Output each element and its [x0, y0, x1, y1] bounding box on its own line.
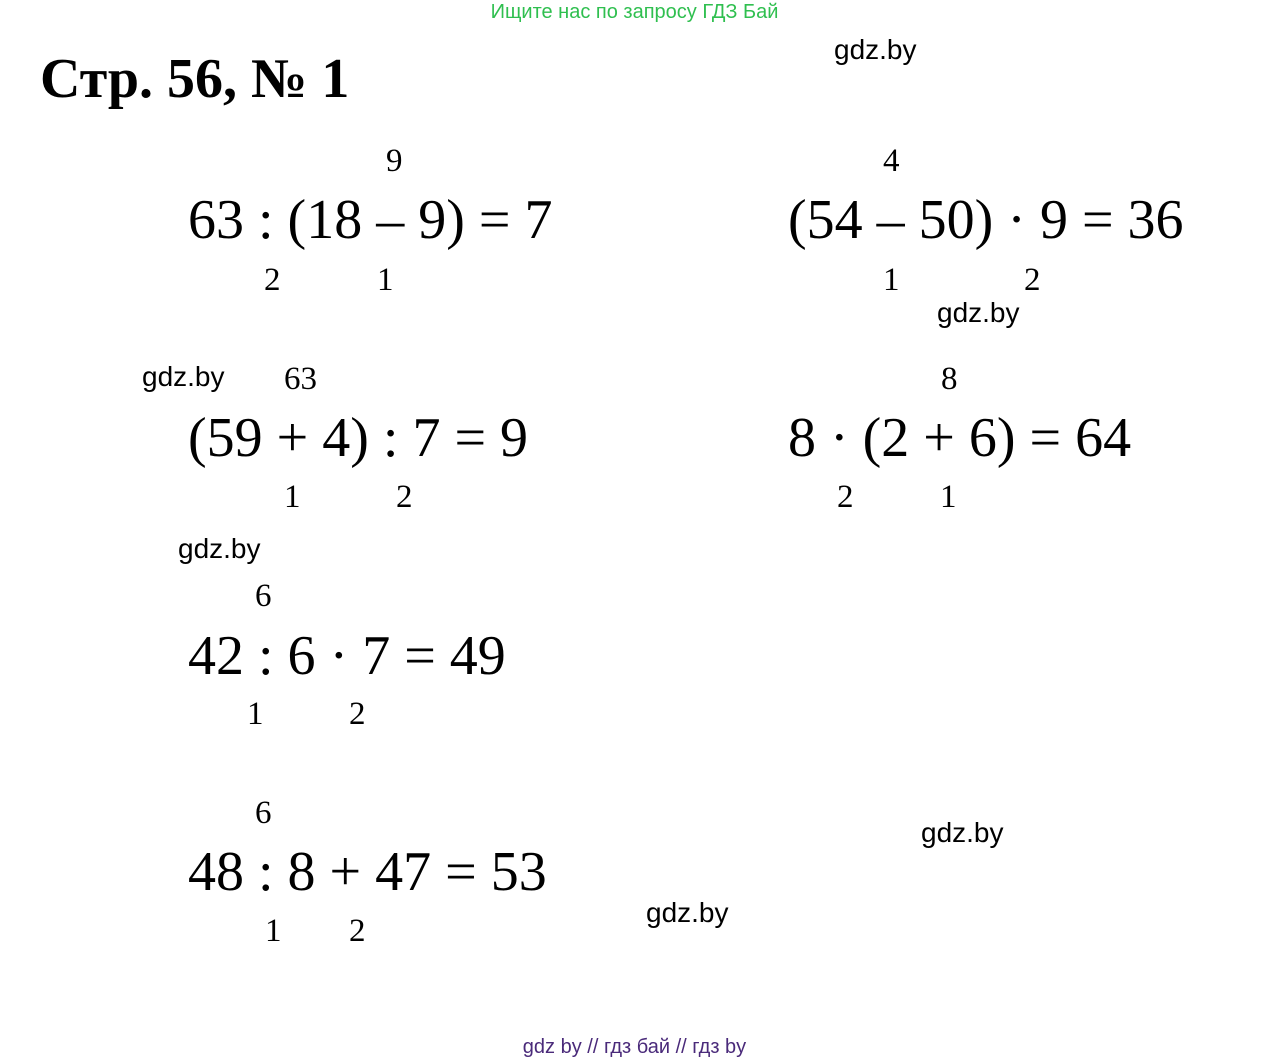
operation-order: 1 [284, 479, 301, 515]
operation-order: 1 [265, 913, 282, 949]
math-expression: 8 · (2 + 6) = 64 [788, 407, 1132, 469]
operation-order: 2 [349, 696, 366, 732]
page-title: Стр. 56, № 1 [40, 48, 350, 110]
operation-order: 2 [396, 479, 413, 515]
intermediate-result: 4 [883, 143, 900, 179]
watermark: gdz.by [834, 34, 917, 65]
operation-order: 1 [377, 262, 394, 298]
operation-order: 1 [940, 479, 957, 515]
operation-order: 1 [883, 262, 900, 298]
intermediate-result: 6 [255, 578, 272, 614]
watermark: gdz.by [921, 817, 1004, 848]
watermark: gdz.by [937, 297, 1020, 328]
watermark: gdz.by [646, 897, 729, 928]
footer: gdz by // гдз бай // гдз by [522, 1036, 747, 1058]
operation-order: 2 [349, 913, 366, 949]
math-expression: 42 : 6 · 7 = 49 [188, 625, 506, 687]
top-banner: Ищите нас по запросу ГДЗ Бай [490, 1, 779, 23]
intermediate-result: 6 [255, 795, 272, 831]
intermediate-result: 63 [284, 361, 317, 397]
intermediate-result: 9 [386, 143, 403, 179]
math-expression: 63 : (18 – 9) = 7 [188, 189, 553, 251]
watermark: gdz.by [178, 533, 261, 564]
watermark: gdz.by [142, 361, 225, 392]
operation-order: 2 [1024, 262, 1041, 298]
math-expression: (59 + 4) : 7 = 9 [188, 407, 529, 469]
operation-order: 1 [247, 696, 264, 732]
math-expression: 48 : 8 + 47 = 53 [188, 841, 547, 903]
intermediate-result: 8 [941, 361, 958, 397]
operation-order: 2 [264, 262, 281, 298]
operation-order: 2 [837, 479, 854, 515]
math-expression: (54 – 50) · 9 = 36 [788, 189, 1184, 251]
